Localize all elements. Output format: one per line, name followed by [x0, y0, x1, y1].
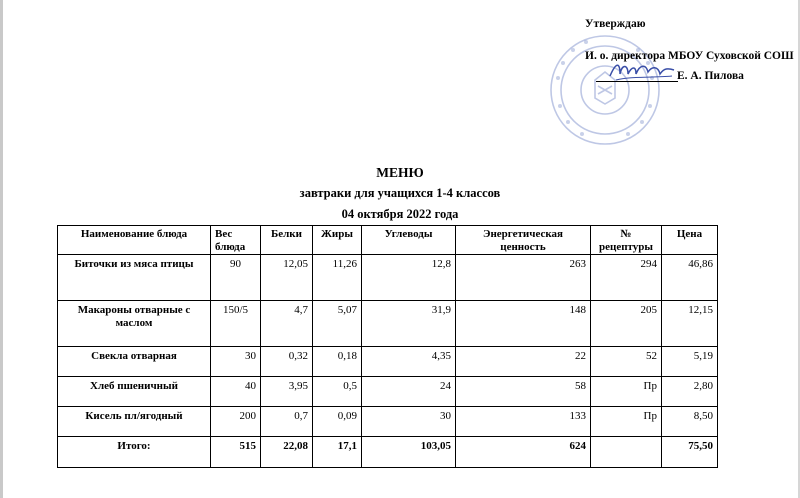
approval-role: И. о. директора МБОУ Суховской СОШ — [585, 50, 794, 62]
dish-fat: 0,18 — [313, 347, 362, 377]
dish-recipe: 52 — [591, 347, 662, 377]
total-protein: 22,08 — [261, 437, 313, 468]
table-row — [58, 377, 718, 407]
dish-recipe: Пр — [591, 407, 662, 437]
total-energy: 624 — [456, 437, 591, 468]
table-row — [58, 255, 718, 301]
col-header-carbs: Углеводы — [362, 226, 456, 255]
total-recipe — [591, 437, 662, 468]
dish-protein: 12,05 — [261, 255, 313, 301]
dish-recipe: 294 — [591, 255, 662, 301]
dish-fat: 11,26 — [313, 255, 362, 301]
dish-carbs: 4,35 — [362, 347, 456, 377]
page-edge-left — [0, 0, 3, 498]
dish-carbs: 30 — [362, 407, 456, 437]
document-subtitle: завтраки для учащихся 1-4 классов — [299, 186, 501, 200]
dish-energy: 22 — [456, 347, 591, 377]
total-label: Итого: — [58, 437, 211, 468]
dish-protein: 3,95 — [261, 377, 313, 407]
dish-energy: 133 — [456, 407, 591, 437]
dish-weight: 40 — [211, 377, 261, 407]
school-seal-stamp-icon — [538, 28, 668, 146]
table-header-row — [58, 226, 718, 255]
dish-name: Свекла отварная — [58, 347, 211, 377]
table-row — [58, 407, 718, 437]
dish-carbs: 12,8 — [362, 255, 456, 301]
dish-name: Хлеб пшеничный — [58, 377, 211, 407]
total-fat: 17,1 — [313, 437, 362, 468]
dish-fat: 0,09 — [313, 407, 362, 437]
dish-name: Макароны отварные с маслом — [58, 301, 211, 347]
approval-title: Утверждаю — [585, 18, 646, 30]
dish-fat: 5,07 — [313, 301, 362, 347]
dish-price: 46,86 — [662, 255, 718, 301]
dish-recipe: 205 — [591, 301, 662, 347]
dish-weight: 150/5 — [211, 301, 261, 347]
dish-energy: 263 — [456, 255, 591, 301]
col-header-price: Цена — [662, 226, 718, 255]
total-weight: 515 — [211, 437, 261, 468]
dish-price: 12,15 — [662, 301, 718, 347]
dish-name: Биточки из мяса птицы — [58, 255, 211, 301]
dish-weight: 90 — [211, 255, 261, 301]
dish-energy: 148 — [456, 301, 591, 347]
dish-weight: 30 — [211, 347, 261, 377]
dish-carbs: 24 — [362, 377, 456, 407]
signature-line — [596, 81, 678, 82]
dish-protein: 4,7 — [261, 301, 313, 347]
col-header-dish: Наименование блюда — [58, 226, 211, 255]
total-carbs: 103,05 — [362, 437, 456, 468]
table-total-row — [58, 437, 718, 468]
dish-price: 5,19 — [662, 347, 718, 377]
dish-name: Кисель пл/ягодный — [58, 407, 211, 437]
approval-signature-name: Е. А. Пилова — [677, 70, 744, 82]
dish-energy: 58 — [456, 377, 591, 407]
col-header-protein: Белки — [261, 226, 313, 255]
dish-fat: 0,5 — [313, 377, 362, 407]
dish-protein: 0,32 — [261, 347, 313, 377]
dish-price: 8,50 — [662, 407, 718, 437]
dish-carbs: 31,9 — [362, 301, 456, 347]
total-price: 75,50 — [662, 437, 718, 468]
document-title: МЕНЮ — [376, 165, 424, 180]
dish-recipe: Пр — [591, 377, 662, 407]
col-header-energy: Энергетическая ценность — [456, 226, 591, 255]
dish-weight: 200 — [211, 407, 261, 437]
menu-table — [57, 225, 718, 468]
col-header-weight: Вес блюда — [211, 226, 261, 255]
table-row — [58, 347, 718, 377]
document-date: 04 октября 2022 года — [341, 207, 459, 221]
dish-protein: 0,7 — [261, 407, 313, 437]
col-header-recipe: № рецептуры — [591, 226, 662, 255]
col-header-fat: Жиры — [313, 226, 362, 255]
table-row — [58, 301, 718, 347]
dish-price: 2,80 — [662, 377, 718, 407]
